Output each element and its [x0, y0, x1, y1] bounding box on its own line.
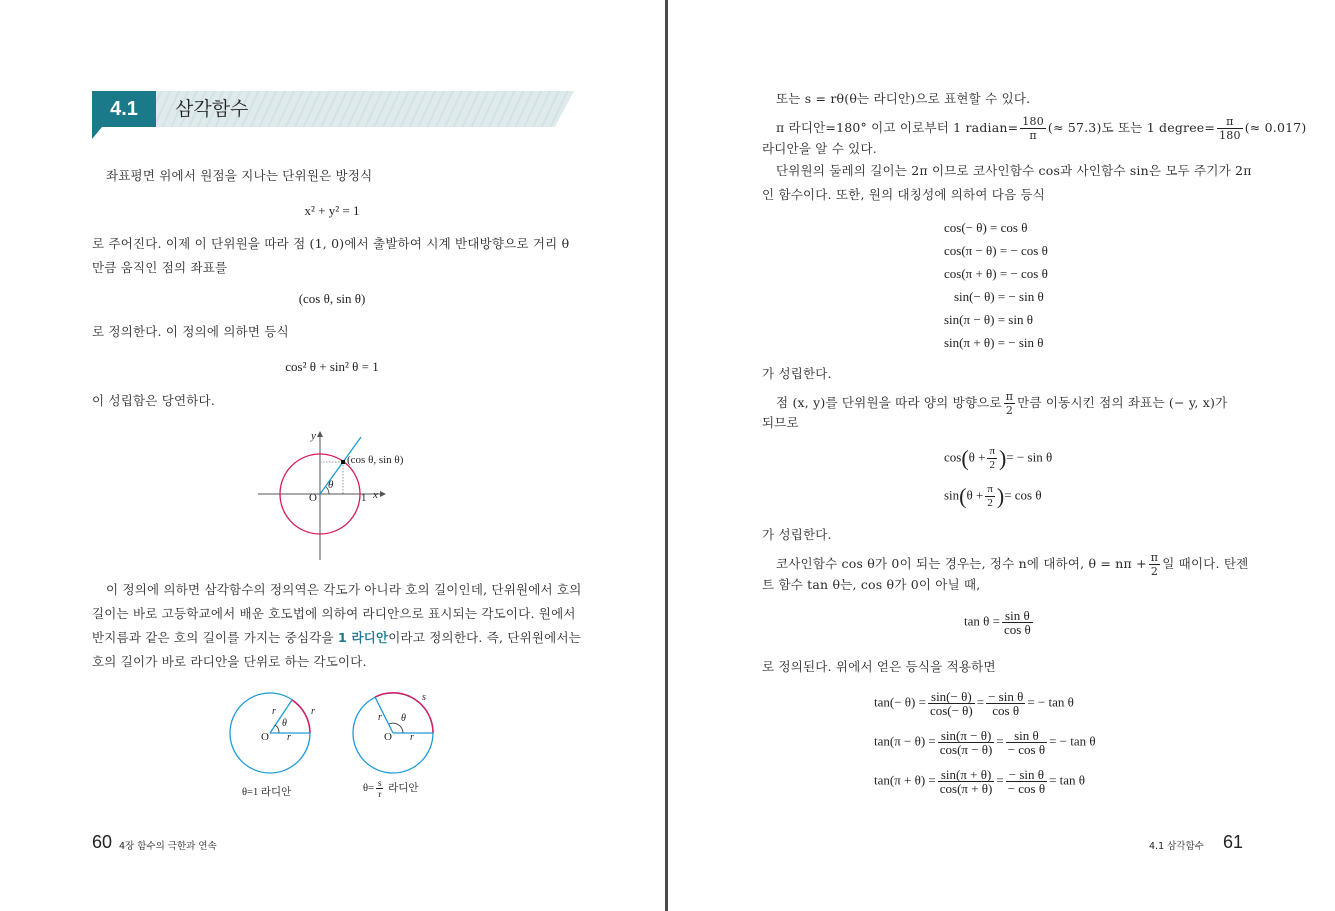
radian-term-highlight: 1 라디안 — [338, 630, 389, 645]
fraction-numerator: sin θ — [1006, 729, 1047, 743]
tan-identity-pi-minus: tan(π − θ) = $\frac{\sin(\pi - \theta)}{\cos(\pi - \theta)}$ = $\frac{\text{sin θ}}{\text{− cos θ}}$ = − tan θ — [874, 728, 1096, 757]
fraction-denominator: 2 — [1005, 404, 1014, 417]
text-segment: (≈ 0.017) — [1244, 120, 1307, 135]
fraction-numerator: sin θ — [1002, 609, 1033, 623]
arc-length-label: s — [422, 692, 426, 703]
lhs-text: tan(π − θ) = — [874, 733, 936, 749]
identity-sin-neg: sin(− θ) = − sin θ — [954, 289, 1044, 304]
identity-cos-neg: cos(− θ) = cos θ — [944, 220, 1028, 235]
axis-label-x: x — [373, 489, 378, 501]
page-number: 61 — [1223, 832, 1244, 852]
tan-definition — [964, 609, 1035, 636]
caption-text: 라디안 — [385, 782, 419, 794]
text-segment: (≈ 57.3)도 또는 1 degree= — [1047, 120, 1216, 135]
paragraph-line: 호의 길이가 바로 라디안을 단위로 하는 각도이다. — [92, 654, 367, 669]
paragraph-line: 좌표평면 위에서 원점을 지나는 단위원은 방정식 — [106, 168, 373, 183]
paragraph-line — [776, 115, 1307, 142]
axis-label-y: y — [311, 430, 316, 442]
paragraph-line — [776, 551, 1248, 578]
identity-cos-pi-minus: cos(π − θ) = − cos θ — [944, 243, 1048, 258]
text-segment: π 라디안=180° 이고 이로부터 1 radian= — [776, 120, 1019, 135]
fraction-denominator: − cos θ — [1007, 781, 1046, 796]
caption-numerator: s — [377, 778, 382, 788]
identity-cos-shift: cos(θ + $\frac{\pi}{2}$ )= − sin θ — [944, 445, 1053, 471]
fraction-denominator: cos θ — [992, 703, 1020, 718]
fraction-numerator: − sin θ — [1006, 768, 1047, 782]
radius-label: r — [378, 712, 382, 723]
rhs-text: = − sin θ — [1006, 449, 1053, 465]
paragraph-line — [92, 630, 581, 646]
identity-sin-pi-minus: sin(π − θ) = sin θ — [944, 312, 1033, 327]
text-segment: 이라고 정의한다. 즉, 단위원에서는 — [388, 630, 581, 645]
caption-text: θ= — [363, 782, 374, 794]
rhs-text: = tan θ — [1049, 772, 1086, 788]
paragraph-line: 이 성립함은 당연하다. — [92, 393, 215, 408]
point-label: (cos θ, sin θ) — [347, 454, 404, 466]
text-segment: 만큼 이동시킨 점의 좌표는 (− y, x)가 — [1017, 395, 1228, 410]
arg-text: θ + — [966, 487, 984, 503]
running-header-chapter: 4장 함수의 극한과 연속 — [119, 841, 217, 852]
theta-label: θ — [282, 718, 287, 729]
fraction-numerator: π — [1005, 390, 1014, 403]
rhs-text: = − tan θ — [1049, 733, 1096, 749]
text-segment: 코사인함수 cos θ가 0이 되는 경우는, 정수 n에 대하여, θ = nπ + — [776, 556, 1147, 571]
paragraph-line: 로 정의한다. 이 정의에 의하면 등식 — [92, 324, 289, 339]
fraction-denominator: cos(− θ) — [929, 703, 973, 718]
text-segment: 점 (x, y)를 단위원을 따라 양의 방향으로 — [776, 395, 1002, 410]
origin-label: O — [261, 731, 269, 743]
fraction-numerator: sin(π − θ) — [938, 729, 995, 743]
section-number: 4.1 — [92, 91, 156, 127]
paragraph-line: 가 성립한다. — [762, 527, 832, 542]
fraction-denominator: π — [1029, 129, 1037, 142]
paragraph-line: 이 정의에 의하면 삼각함수의 정의역은 각도가 아니라 호의 길이인데, 단위원에서 호의 — [106, 582, 582, 597]
origin-label: O — [384, 731, 392, 743]
equation-point: (cos θ, sin θ) — [298, 291, 366, 306]
fraction-numerator: sin(− θ) — [928, 690, 975, 704]
rhs-text: = − tan θ — [1027, 694, 1074, 710]
unit-circle-figure — [250, 425, 430, 565]
unit-label: 1 — [361, 492, 367, 504]
lhs-text: tan(π + θ) = — [874, 772, 936, 788]
paragraph-line: 만큼 움직인 점의 좌표를 — [92, 260, 228, 275]
lhs-text: tan(− θ) = — [874, 694, 926, 710]
fraction-denominator: 2 — [1150, 565, 1159, 578]
rhs-text: = cos θ — [1004, 487, 1042, 503]
tan-identity-neg: tan(− θ) = $\frac{\sin(- \theta)}{\cos(- \theta)}$ = $\frac{\text{− sin θ}}{\text{cos θ}}$ = − tan θ — [874, 689, 1074, 718]
paragraph-line: 길이는 바로 고등학교에서 배운 호도법에 의하여 라디안으로 표시되는 각도이다. 원에서 — [92, 606, 576, 621]
paragraph-line: 또는 s = rθ(θ는 라디안)으로 표현할 수 있다. — [776, 91, 1031, 106]
section-header-band — [92, 91, 574, 127]
figure-caption: θ=1 라디안 — [242, 787, 292, 798]
fraction-denominator: cos θ — [1003, 622, 1031, 637]
func-name: cos — [944, 449, 962, 465]
fraction-denominator: 2 — [987, 497, 993, 509]
fraction-denominator: cos(π − θ) — [939, 742, 993, 757]
identity-sin-shift: sin(θ + $\frac{\pi}{2}$ )= cos θ — [944, 483, 1042, 509]
arg-text: θ + — [968, 449, 986, 465]
fraction-denominator: cos(π + θ) — [939, 781, 993, 796]
radius-label: r — [410, 732, 414, 743]
paragraph-line: 가 성립한다. — [762, 366, 832, 381]
radian-figure — [220, 685, 450, 775]
tan-identity-pi-plus: tan(π + θ) = $\frac{\sin(\pi + \theta)}{\cos(\pi + \theta)}$ = $\frac{\text{− sin θ}}{\text{− cos θ}}$ = tan θ — [874, 767, 1086, 796]
caption-denominator: r — [378, 789, 382, 799]
fraction-numerator: 180 — [1022, 115, 1044, 128]
radius-label: r — [287, 732, 291, 743]
fraction-numerator: π — [1217, 115, 1243, 129]
identity-sin-pi-plus: sin(π + θ) = − sin θ — [944, 335, 1044, 350]
theta-label: θ — [401, 713, 406, 724]
identity-cos-pi-plus: cos(π + θ) = − cos θ — [944, 266, 1048, 281]
fraction-denominator: − cos θ — [1007, 742, 1046, 757]
fraction-numerator: − sin θ — [988, 689, 1024, 704]
paragraph-line: 단위원의 둘레의 길이는 2π 이므로 코사인함수 cos과 사인함수 sin은 모두 주기가 2π — [776, 163, 1252, 178]
fraction-numerator: π — [987, 483, 993, 495]
text-segment: 일 때이다. 탄젠 — [1162, 556, 1249, 571]
fraction-numerator: sin(π + θ) — [938, 768, 995, 782]
paragraph-line: 라디안을 알 수 있다. — [762, 141, 877, 156]
paragraph-line: 되므로 — [762, 415, 799, 430]
theta-label: θ — [328, 479, 334, 491]
arc-label: r — [311, 706, 315, 717]
fraction-denominator: 2 — [989, 459, 996, 471]
paragraph-line — [776, 390, 1227, 417]
section-header-tail — [92, 127, 102, 139]
running-header-section: 4.1 삼각함수 — [1149, 841, 1204, 852]
radius-label: r — [272, 706, 276, 717]
equation-pythagorean: cos² θ + sin² θ = 1 — [285, 359, 379, 374]
func-name: sin — [944, 487, 960, 503]
section-title: 삼각함수 — [175, 98, 249, 120]
lhs-text: tan θ = — [964, 613, 1000, 629]
page-number: 60 — [92, 832, 113, 852]
fraction-numerator: π — [989, 445, 996, 457]
paragraph-line: 로 정의된다. 위에서 얻은 등식을 적용하면 — [762, 659, 996, 674]
paragraph-line: 인 함수이다. 또한, 원의 대칭성에 의하여 다음 등식 — [762, 187, 1046, 202]
equation-unit-circle: x² + y² = 1 — [304, 203, 360, 218]
fraction-denominator: 180 — [1219, 129, 1241, 142]
figure-caption — [363, 778, 419, 799]
origin-label: O — [309, 492, 317, 504]
paragraph-line: 로 주어진다. 이제 이 단위원을 따라 점 (1, 0)에서 출발하여 시계 반대방향으로 거리 θ — [92, 236, 570, 251]
text-segment: 반지름과 같은 호의 길이를 가지는 중심각을 — [92, 630, 338, 645]
paragraph-line: 트 함수 tan θ는, cos θ가 0이 아닐 때, — [762, 577, 981, 592]
left-page — [0, 0, 666, 911]
fraction-numerator: π — [1150, 551, 1159, 564]
